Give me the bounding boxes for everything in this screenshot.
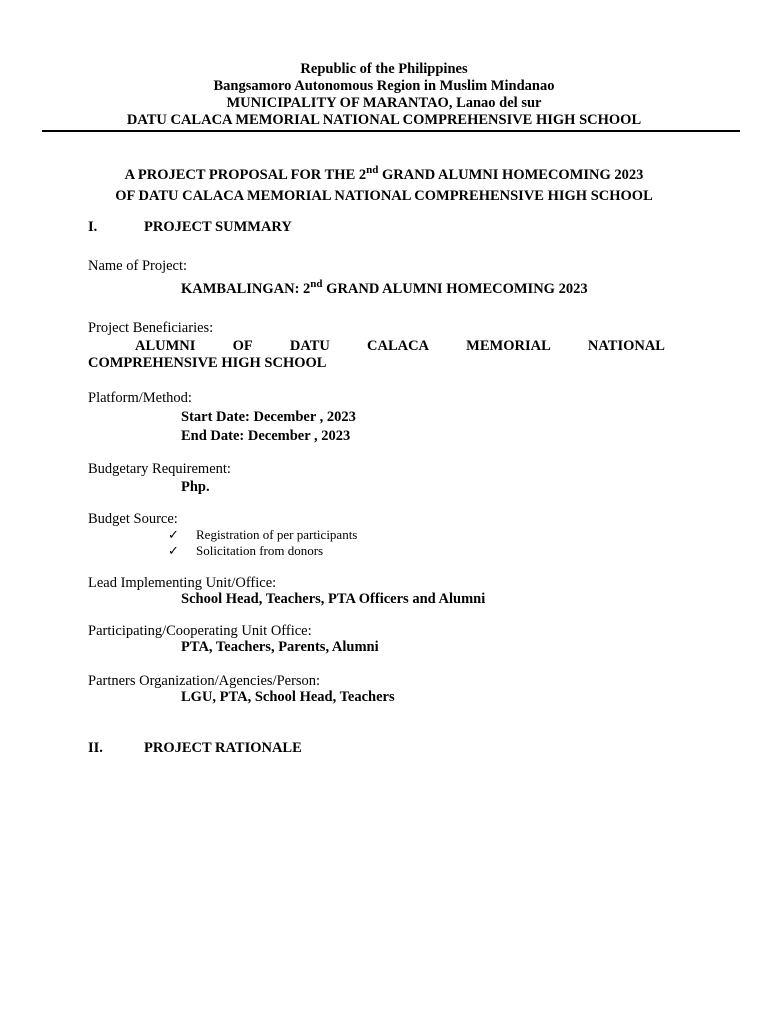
label-budget: Budgetary Requirement: <box>88 461 231 477</box>
header-region: Bangsamoro Autonomous Region in Muslim Mindanao <box>213 78 555 94</box>
proposal-title-line1: A PROJECT PROPOSAL FOR THE 2nd GRAND ALUMNI HOMECOMING 2023 <box>124 164 644 183</box>
budget-source-item: ✓ Registration of per participants <box>168 527 358 543</box>
label-name-of-project: Name of Project: <box>88 258 188 274</box>
label-partners: Partners Organization/Agencies/Person: <box>88 673 321 689</box>
check-icon: ✓ <box>168 528 179 543</box>
header-municipality: MUNICIPALITY OF MARANTAO, Lanao del sur <box>226 95 542 111</box>
value-budget: Php. <box>181 479 210 495</box>
value-lead-unit: School Head, Teachers, PTA Officers and Alumni <box>181 591 486 607</box>
value-start-date: Start Date: December , 2023 <box>181 409 356 425</box>
header-republic: Republic of the Philippines <box>300 61 468 77</box>
label-lead-unit: Lead Implementing Unit/Office: <box>88 575 277 591</box>
proposal-title-line2: OF DATU CALACA MEMORIAL NATIONAL COMPREHENSIVE HIGH SCHOOL <box>115 188 653 204</box>
value-project-name: KAMBALINGAN: 2nd GRAND ALUMNI HOMECOMING 2023 <box>181 278 588 297</box>
check-icon: ✓ <box>168 544 179 559</box>
header-school: DATU CALACA MEMORIAL NATIONAL COMPREHENSIVE HIGH SCHOOL <box>126 112 642 128</box>
budget-source-item: ✓ Solicitation from donors <box>168 543 324 559</box>
label-platform: Platform/Method: <box>88 390 192 406</box>
label-participating-unit: Participating/Cooperating Unit Office: <box>88 623 312 639</box>
header-divider <box>42 130 740 132</box>
label-budget-source: Budget Source: <box>88 511 178 527</box>
value-participating-unit: PTA, Teachers, Parents, Alumni <box>181 639 379 655</box>
value-partners: LGU, PTA, School Head, Teachers <box>181 689 395 705</box>
label-beneficiaries: Project Beneficiaries: <box>88 320 214 336</box>
section-heading-summary: I. PROJECT SUMMARY <box>88 219 292 235</box>
section-heading-rationale: II. PROJECT RATIONALE <box>88 740 302 756</box>
value-beneficiaries: ALUMNI OF DATU CALACA MEMORIAL NATIONAL COMPREHENSIVE HIGH SCHOOL <box>88 338 665 371</box>
value-end-date: End Date: December , 2023 <box>181 428 351 444</box>
